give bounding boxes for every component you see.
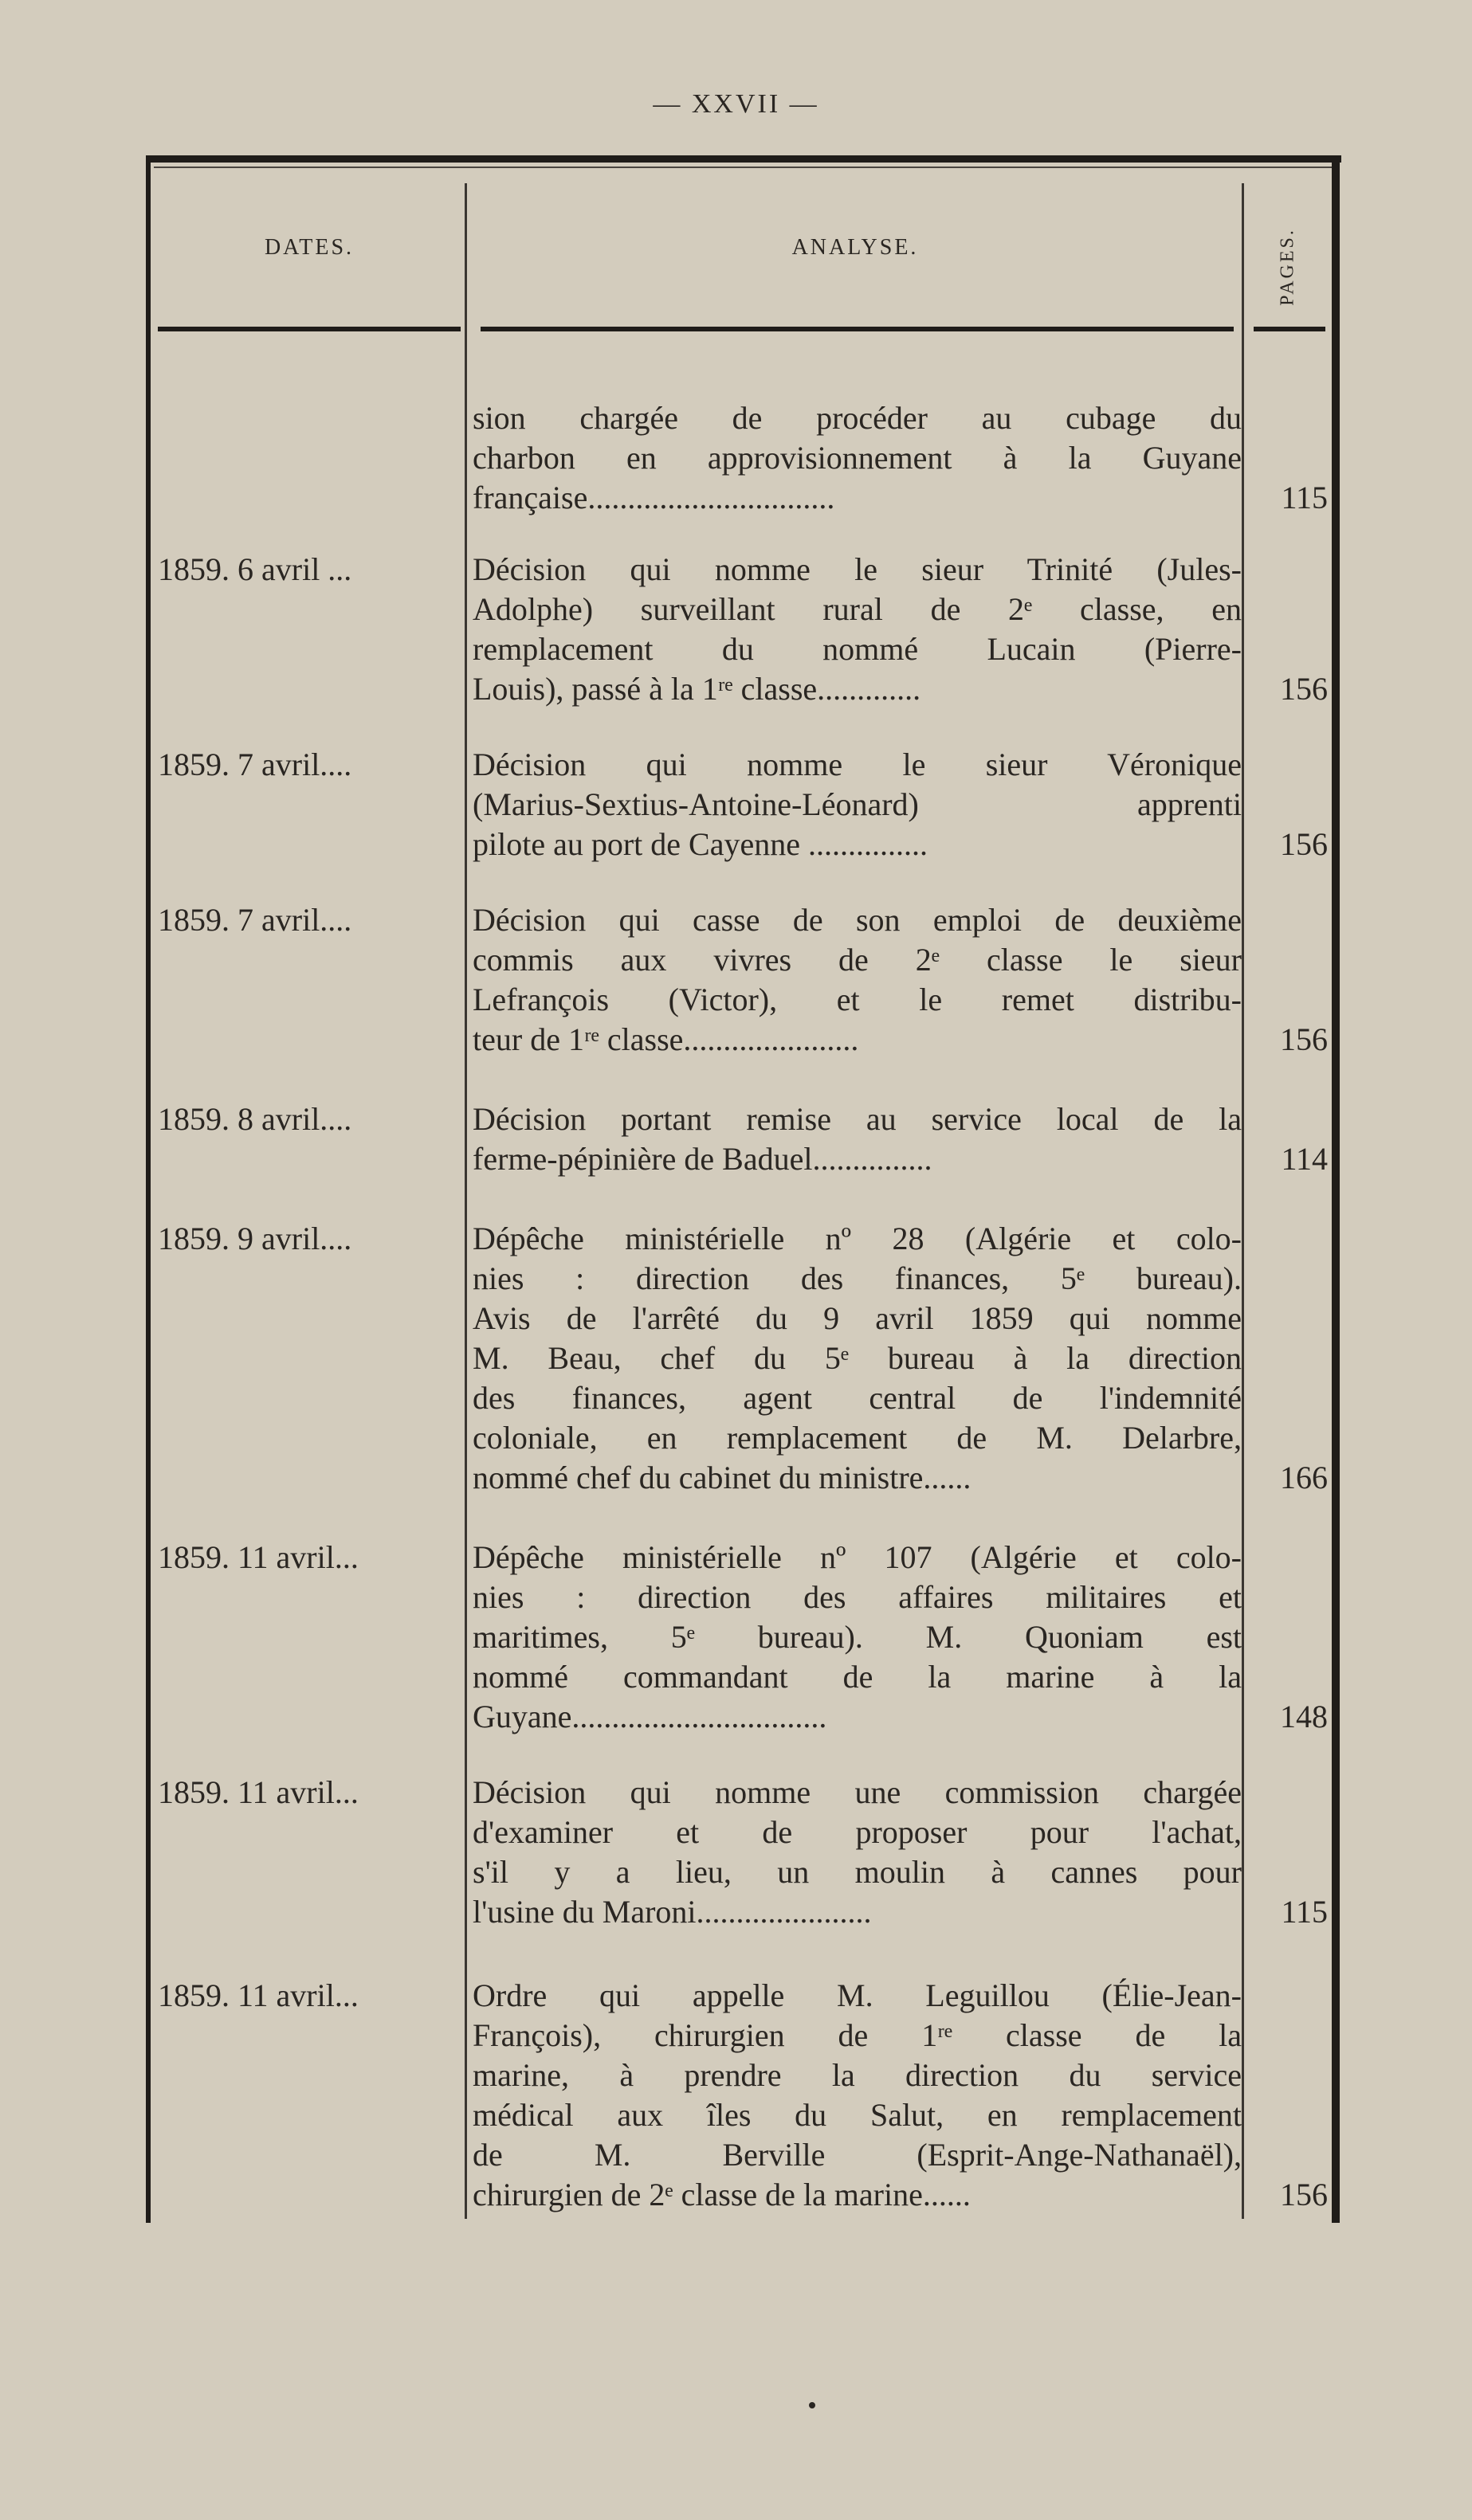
entry-analysis-line: s'il y a lieu, un moulin à cannes pour: [473, 1854, 1242, 1890]
header-rule-dates: [158, 327, 461, 331]
column-header-pages-wrap: [1252, 219, 1324, 315]
entry-page-number: 115: [1281, 1894, 1328, 1930]
entry-analysis-line: nommé chef du cabinet du ministre......: [473, 1460, 972, 1495]
entry-analysis-line: ferme-pépinière de Baduel...............: [473, 1141, 932, 1177]
table-right-border: [1332, 155, 1340, 2223]
entry-analysis: [473, 900, 1242, 1060]
entry-date: 1859. 8 avril....: [158, 1101, 352, 1137]
entry-analysis: [473, 1219, 1242, 1498]
entry-analysis-line: de M. Berville (Esprit-Ange-Nathanaël),: [473, 2137, 1242, 2173]
header-rule-analyse: [481, 327, 1234, 331]
entry-analysis-line: médical aux îles du Salut, en remplacement: [473, 2097, 1242, 2133]
entry-analysis-line: Lefrançois (Victor), et le remet distribu-: [473, 982, 1242, 1017]
page-dot: [809, 2402, 815, 2408]
entry-date: 1859. 11 avril...: [158, 1774, 359, 1810]
entry-date: 1859. 9 avril....: [158, 1221, 352, 1256]
entry-analysis-line: nommé commandant de la marine à la: [473, 1659, 1242, 1695]
entry-analysis-line: teur de 1ʳᵉ classe......................: [473, 1021, 859, 1057]
entry-analysis-line: Décision qui nomme le sieur Trinité (Jules-: [473, 551, 1242, 587]
entry-date: 1859. 6 avril ...: [158, 551, 352, 587]
entry-analysis: [473, 1099, 1242, 1179]
table-top-rule-thin: [154, 167, 1333, 168]
entry-analysis-line: Décision qui nomme une commission chargée: [473, 1774, 1242, 1810]
entry-analysis-line: Décision qui casse de son emploi de deuxième: [473, 902, 1242, 938]
entry-analysis-line: (Marius-Sextius-Antoine-Léonard) apprenti: [473, 786, 1242, 822]
column-divider-dates: [465, 183, 467, 2219]
entry-analysis-line: d'examiner et de proposer pour l'achat,: [473, 1814, 1242, 1850]
entry-analysis-line: charbon en approvisionnement à la Guyane: [473, 440, 1242, 476]
entry-analysis-line: française...............................: [473, 480, 835, 515]
entry-date: 1859. 11 avril...: [158, 1539, 359, 1575]
entry-analysis-line: Guyane................................: [473, 1699, 827, 1734]
entry-analysis: [473, 1976, 1242, 2215]
entry-page-number: 156: [1280, 1021, 1328, 1057]
entry-analysis-line: Adolphe) surveillant rural de 2ᵉ classe, en: [473, 591, 1242, 627]
entry-analysis-line: Décision qui nomme le sieur Véronique: [473, 747, 1242, 782]
entry-analysis-line: pilote au port de Cayenne ...............: [473, 826, 928, 862]
entry-analysis-line: maritimes, 5ᵉ bureau). M. Quoniam est: [473, 1619, 1242, 1655]
entry-analysis-line: nies : direction des finances, 5ᵉ bureau).: [473, 1260, 1242, 1296]
entry-analysis-line: M. Beau, chef du 5ᵉ bureau à la direction: [473, 1340, 1242, 1376]
entry-analysis-line: Ordre qui appelle M. Leguillou (Élie-Jean-: [473, 1977, 1242, 2013]
column-divider-pages: [1242, 183, 1244, 2219]
entry-page-number: 156: [1280, 826, 1328, 862]
table-left-border: [146, 155, 151, 2223]
entry-page-number: 114: [1281, 1141, 1328, 1177]
column-header-analyse: ANALYSE.: [791, 235, 919, 260]
entry-analysis-line: Dépêche ministérielle nº 107 (Algérie et colo-: [473, 1539, 1242, 1575]
entry-analysis: [473, 745, 1242, 864]
entry-date: 1859. 7 avril....: [158, 747, 352, 782]
entry-analysis: [473, 550, 1242, 709]
entry-page-number: 115: [1281, 480, 1328, 515]
entry-analysis-line: Avis de l'arrêté du 9 avril 1859 qui nomme: [473, 1300, 1242, 1336]
entry-analysis-line: nies : direction des affaires militaires et: [473, 1579, 1242, 1615]
entry-analysis: [473, 1538, 1242, 1737]
entry-page-number: 166: [1280, 1460, 1328, 1495]
entry-page-number: 148: [1280, 1699, 1328, 1734]
header-rule-pages: [1254, 327, 1325, 331]
entry-analysis-line: Décision portant remise au service local de la: [473, 1101, 1242, 1137]
entry-analysis-line: Louis), passé à la 1ʳᵉ classe.............: [473, 671, 921, 707]
entry-analysis-line: des finances, agent central de l'indemnité: [473, 1380, 1242, 1416]
table-top-rule: [146, 155, 1341, 163]
index-table: [146, 155, 1341, 2223]
column-header-dates: DATES.: [264, 235, 355, 260]
entry-analysis-line: sion chargée de procéder au cubage du: [473, 400, 1242, 436]
column-header-pages: PAGES.: [1277, 228, 1298, 306]
entry-page-number: 156: [1280, 671, 1328, 707]
entry-analysis-line: François), chirurgien de 1ʳᵉ classe de la: [473, 2017, 1242, 2053]
entry-analysis-line: marine, à prendre la direction du service: [473, 2057, 1242, 2093]
entry-analysis-line: Dépêche ministérielle nº 28 (Algérie et colo-: [473, 1221, 1242, 1256]
entry-analysis-line: l'usine du Maroni......................: [473, 1894, 872, 1930]
entry-date: 1859. 11 avril...: [158, 1977, 359, 2013]
entry-analysis-line: chirurgien de 2ᵉ classe de la marine......: [473, 2177, 971, 2212]
entry-analysis: [473, 1773, 1242, 1932]
page-number: — XXVII —: [653, 89, 819, 119]
entry-analysis-line: coloniale, en remplacement de M. Delarbre,: [473, 1420, 1242, 1456]
entry-analysis-line: commis aux vivres de 2ᵉ classe le sieur: [473, 942, 1242, 978]
entry-analysis: [473, 398, 1242, 518]
entry-date: 1859. 7 avril....: [158, 902, 352, 938]
entry-analysis-line: remplacement du nommé Lucain (Pierre-: [473, 631, 1242, 667]
entry-page-number: 156: [1280, 2177, 1328, 2212]
